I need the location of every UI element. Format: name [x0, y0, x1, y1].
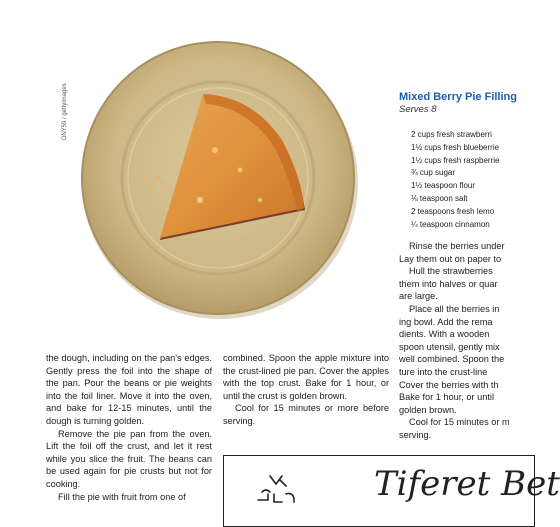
step-line: Bake for 1 hour, or until	[399, 392, 494, 403]
step-line: spoon utensil, gently mix	[399, 341, 500, 352]
step-line: dients. With a wooden	[399, 329, 490, 340]
paragraph: Fill the pie with fruit from one of	[58, 491, 186, 502]
advertisement-banner	[223, 455, 560, 527]
recipe-steps	[399, 240, 539, 442]
banner-title: Tiferet Bet	[374, 464, 560, 504]
step-line: Cover the berries with th	[399, 379, 499, 390]
paragraph: the dough, including on the pan's edges. Gently press the foil into the shape of the pan. Pour the beans or pie weights into the foil liner. Move it into the oven, and bake for 12-15 minutes, until the dough is turning golden.	[46, 353, 212, 426]
ingredient-item: 1½ teaspoon flour	[411, 181, 476, 191]
step-line: well combined. Spoon the	[399, 354, 505, 365]
paragraph: Cool for 15 minutes or more before serving.	[223, 403, 389, 426]
step-line: ture into the crust-line	[399, 366, 488, 377]
step-line: Lay them out on paper to	[399, 253, 502, 264]
ingredient-item: 2 teaspoons fresh lemo	[411, 206, 495, 216]
menorah-logo-icon	[252, 470, 308, 510]
step-line: Cool for 15 minutes or m	[409, 417, 510, 428]
step-line: Place all the berries in	[409, 303, 500, 314]
photo-credit: DNY59 / gettyimages	[62, 83, 68, 140]
paragraph: combined. Spoon the apple mixture into the crust-lined pie pan. Cover the apples with the top crust. Bake for 1 hour, or until the crust is golden brown.	[223, 353, 389, 401]
ingredient-item: 1½ cups fresh blueberrie	[411, 142, 500, 152]
ingredient-item: ¼ teaspoon cinnamon	[411, 219, 490, 229]
article-column-1	[46, 352, 212, 503]
recipe-serves: Serves 8	[399, 104, 437, 115]
step-line: ing bowl. Add the rema	[399, 316, 493, 327]
article-column-2	[223, 352, 389, 428]
step-line: Rinse the berries under	[409, 241, 505, 251]
step-line: golden brown.	[399, 404, 457, 415]
step-line: them into halves or quar	[399, 278, 498, 289]
ingredient-list	[411, 129, 500, 231]
step-line: are large.	[399, 291, 438, 302]
ingredient-item: ¾ cup sugar	[411, 168, 456, 178]
step-line: serving.	[399, 429, 432, 440]
ingredient-item: 1½ cups fresh raspberrie	[411, 155, 500, 165]
paragraph: Remove the pie pan from the oven. Lift the foil off the crust, and let it rest while you slice the fruit. The beans can be used again for pie crusts but not for cooking.	[46, 428, 212, 489]
ingredient-item: 2 cups fresh strawberri	[411, 130, 492, 139]
recipe-title: Mixed Berry Pie Filling	[399, 91, 517, 103]
ingredient-item: ⅛ teaspoon salt	[411, 193, 468, 203]
step-line: Hull the strawberries	[409, 266, 493, 277]
